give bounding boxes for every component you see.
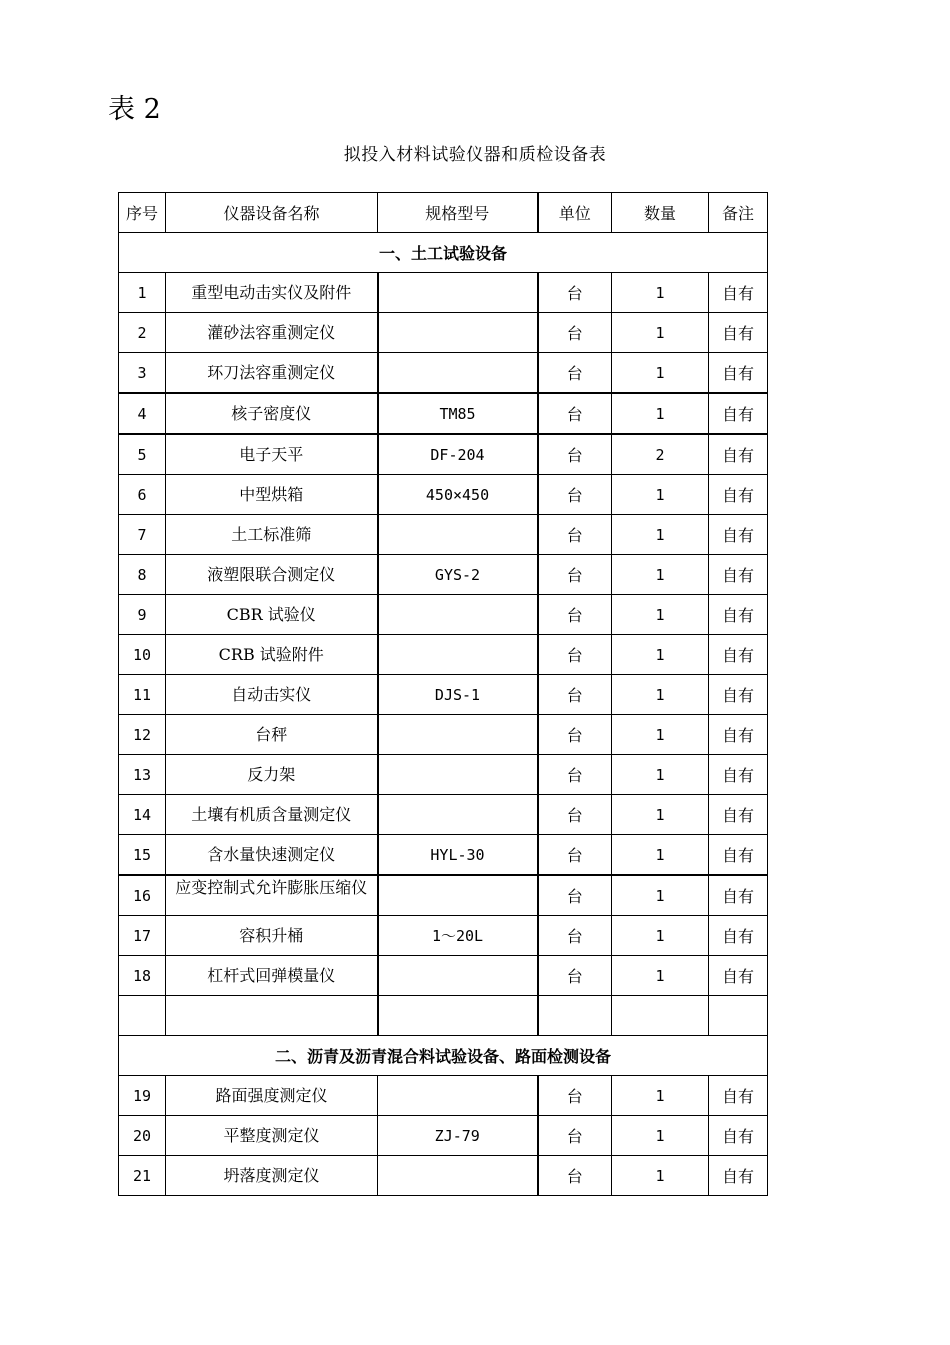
header-cell-spec: 规格型号 — [378, 193, 538, 233]
unit-cell: 台 — [538, 916, 612, 956]
equipment-name-cell: 自动击实仪 — [166, 675, 378, 715]
table-row — [119, 1076, 768, 1116]
equipment-name-cell — [166, 875, 378, 916]
remark-cell: 自有 — [709, 1116, 768, 1156]
table-row — [119, 353, 768, 394]
remark-cell: 自有 — [709, 795, 768, 835]
empty-row — [119, 996, 768, 1036]
equipment-name-cell: 含水量快速测定仪 — [166, 835, 378, 876]
row-number-cell: 14 — [119, 795, 166, 835]
table-row — [119, 715, 768, 755]
table-row — [119, 393, 768, 434]
doc-label: 表 2 — [108, 94, 161, 125]
section-title-soil: 一、土工试验设备 — [119, 233, 768, 273]
table-row — [119, 675, 768, 715]
quantity-cell: 1 — [612, 755, 709, 795]
equipment-name-cell: 土壤有机质含量测定仪 — [166, 795, 378, 835]
equipment-name-cell: 平整度测定仪 — [166, 1116, 378, 1156]
spec-model-cell — [378, 1076, 538, 1116]
remark-cell: 自有 — [709, 635, 768, 675]
spec-model-cell: ZJ-79 — [378, 1116, 538, 1156]
row-number-cell: 17 — [119, 916, 166, 956]
table-row — [119, 1116, 768, 1156]
quantity-cell: 1 — [612, 1156, 709, 1196]
quantity-cell: 1 — [612, 515, 709, 555]
equipment-name-cell: 路面强度测定仪 — [166, 1076, 378, 1116]
spec-model-cell — [378, 313, 538, 353]
equipment-name-cell: CBR 试验仪 — [166, 595, 378, 635]
row-number-cell: 9 — [119, 595, 166, 635]
table-row — [119, 515, 768, 555]
equipment-name-cell: 反力架 — [166, 755, 378, 795]
quantity-cell: 1 — [612, 555, 709, 595]
header-cell-qty: 数量 — [612, 193, 709, 233]
equipment-name-cell: 土工标准筛 — [166, 515, 378, 555]
unit-cell: 台 — [538, 313, 612, 353]
table-row — [119, 875, 768, 916]
unit-cell: 台 — [538, 715, 612, 755]
row-number-cell: 4 — [119, 393, 166, 434]
unit-cell: 台 — [538, 475, 612, 515]
empty-cell — [709, 996, 768, 1036]
table-row — [119, 555, 768, 595]
equipment-name-cell: 重型电动击实仪及附件 — [166, 273, 378, 313]
quantity-cell: 1 — [612, 635, 709, 675]
spec-model-cell — [378, 353, 538, 394]
quantity-cell: 1 — [612, 393, 709, 434]
row-number-cell: 10 — [119, 635, 166, 675]
table-row — [119, 795, 768, 835]
remark-cell: 自有 — [709, 515, 768, 555]
spec-model-cell: 450×450 — [378, 475, 538, 515]
table-row — [119, 273, 768, 313]
remark-cell: 自有 — [709, 875, 768, 916]
equipment-name-cell: 杠杆式回弹模量仪 — [166, 956, 378, 996]
row-number-cell: 18 — [119, 956, 166, 996]
header-cell-name: 仪器设备名称 — [166, 193, 378, 233]
row-number-cell: 6 — [119, 475, 166, 515]
equipment-name-cell: 环刀法容重测定仪 — [166, 353, 378, 394]
remark-cell: 自有 — [709, 273, 768, 313]
unit-cell: 台 — [538, 755, 612, 795]
unit-cell: 台 — [538, 434, 612, 475]
unit-cell: 台 — [538, 1156, 612, 1196]
row-number-cell: 19 — [119, 1076, 166, 1116]
row-number-cell: 5 — [119, 434, 166, 475]
spec-model-cell — [378, 1156, 538, 1196]
quantity-cell: 1 — [612, 675, 709, 715]
quantity-cell: 1 — [612, 1076, 709, 1116]
row-number-cell: 7 — [119, 515, 166, 555]
section-row-soil — [119, 233, 768, 273]
quantity-cell: 2 — [612, 434, 709, 475]
row-number-cell: 3 — [119, 353, 166, 394]
remark-cell: 自有 — [709, 475, 768, 515]
header-cell-no: 序号 — [119, 193, 166, 233]
spec-model-cell — [378, 595, 538, 635]
unit-cell: 台 — [538, 515, 612, 555]
unit-cell: 台 — [538, 1076, 612, 1116]
row-number-cell: 2 — [119, 313, 166, 353]
unit-cell: 台 — [538, 875, 612, 916]
spec-model-cell — [378, 956, 538, 996]
unit-cell: 台 — [538, 393, 612, 434]
header-cell-unit: 单位 — [538, 193, 612, 233]
header-row — [119, 193, 768, 233]
spec-model-cell — [378, 755, 538, 795]
remark-cell: 自有 — [709, 675, 768, 715]
unit-cell: 台 — [538, 956, 612, 996]
quantity-cell: 1 — [612, 475, 709, 515]
row-number-cell: 12 — [119, 715, 166, 755]
unit-cell: 台 — [538, 353, 612, 394]
table-row — [119, 313, 768, 353]
quantity-cell: 1 — [612, 956, 709, 996]
unit-cell: 台 — [538, 555, 612, 595]
spec-model-cell: HYL-30 — [378, 835, 538, 876]
quantity-cell: 1 — [612, 1116, 709, 1156]
remark-cell: 自有 — [709, 595, 768, 635]
equipment-name-cell: 坍落度测定仪 — [166, 1156, 378, 1196]
spec-model-cell — [378, 715, 538, 755]
section-row-asphalt — [119, 1036, 768, 1076]
table-row — [119, 595, 768, 635]
equipment-name-cell: 液塑限联合测定仪 — [166, 555, 378, 595]
quantity-cell: 1 — [612, 595, 709, 635]
unit-cell: 台 — [538, 1116, 612, 1156]
unit-cell: 台 — [538, 675, 612, 715]
quantity-cell: 1 — [612, 313, 709, 353]
empty-cell — [612, 996, 709, 1036]
remark-cell: 自有 — [709, 434, 768, 475]
remark-cell: 自有 — [709, 1076, 768, 1116]
spec-model-cell: 1～20L — [378, 916, 538, 956]
remark-cell: 自有 — [709, 313, 768, 353]
table-title: 拟投入材料试验仪器和质检设备表 — [343, 145, 607, 165]
empty-cell — [538, 996, 612, 1036]
remark-cell: 自有 — [709, 755, 768, 795]
row-number-cell: 16 — [119, 875, 166, 916]
empty-cell — [166, 996, 378, 1036]
unit-cell: 台 — [538, 635, 612, 675]
quantity-cell: 1 — [612, 916, 709, 956]
remark-cell: 自有 — [709, 393, 768, 434]
spec-model-cell — [378, 635, 538, 675]
unit-cell: 台 — [538, 835, 612, 876]
section-title-asphalt: 二、沥青及沥青混合料试验设备、路面检测设备 — [119, 1036, 768, 1076]
table-row — [119, 1156, 768, 1196]
quantity-cell: 1 — [612, 273, 709, 313]
equipment-name-cell: 容积升桶 — [166, 916, 378, 956]
table-row — [119, 475, 768, 515]
equipment-name-cell: CRB 试验附件 — [166, 635, 378, 675]
table-row — [119, 755, 768, 795]
quantity-cell: 1 — [612, 835, 709, 876]
remark-cell: 自有 — [709, 1156, 768, 1196]
remark-cell: 自有 — [709, 835, 768, 876]
equipment-name-cell: 台秤 — [166, 715, 378, 755]
table-row — [119, 916, 768, 956]
header-cell-note: 备注 — [709, 193, 768, 233]
equipment-name-cell: 中型烘箱 — [166, 475, 378, 515]
spec-model-cell — [378, 795, 538, 835]
row-number-cell: 8 — [119, 555, 166, 595]
quantity-cell: 1 — [612, 795, 709, 835]
row-number-cell: 15 — [119, 835, 166, 876]
remark-cell: 自有 — [709, 916, 768, 956]
row-number-cell: 21 — [119, 1156, 166, 1196]
empty-cell — [378, 996, 538, 1036]
remark-cell: 自有 — [709, 715, 768, 755]
spec-model-cell: DF-204 — [378, 434, 538, 475]
spec-model-cell: GYS-2 — [378, 555, 538, 595]
spec-model-cell: DJS-1 — [378, 675, 538, 715]
row-number-cell: 20 — [119, 1116, 166, 1156]
equipment-name-cell: 核子密度仪 — [166, 393, 378, 434]
equipment-table — [118, 192, 768, 1196]
table-row — [119, 635, 768, 675]
spec-model-cell: TM85 — [378, 393, 538, 434]
remark-cell: 自有 — [709, 956, 768, 996]
quantity-cell: 1 — [612, 715, 709, 755]
remark-cell: 自有 — [709, 353, 768, 394]
unit-cell: 台 — [538, 595, 612, 635]
row-number-cell: 1 — [119, 273, 166, 313]
quantity-cell: 1 — [612, 353, 709, 394]
quantity-cell: 1 — [612, 875, 709, 916]
table-row — [119, 434, 768, 475]
equipment-name-cell: 灌砂法容重测定仪 — [166, 313, 378, 353]
empty-cell — [119, 996, 166, 1036]
equipment-name-cell: 电子天平 — [166, 434, 378, 475]
remark-cell: 自有 — [709, 555, 768, 595]
table-row — [119, 956, 768, 996]
equipment-name-text: 应变控制式允许膨胀压缩仪 — [175, 878, 368, 897]
table-row — [119, 835, 768, 876]
spec-model-cell — [378, 875, 538, 916]
row-number-cell: 11 — [119, 675, 166, 715]
unit-cell: 台 — [538, 795, 612, 835]
row-number-cell: 13 — [119, 755, 166, 795]
unit-cell: 台 — [538, 273, 612, 313]
spec-model-cell — [378, 515, 538, 555]
spec-model-cell — [378, 273, 538, 313]
